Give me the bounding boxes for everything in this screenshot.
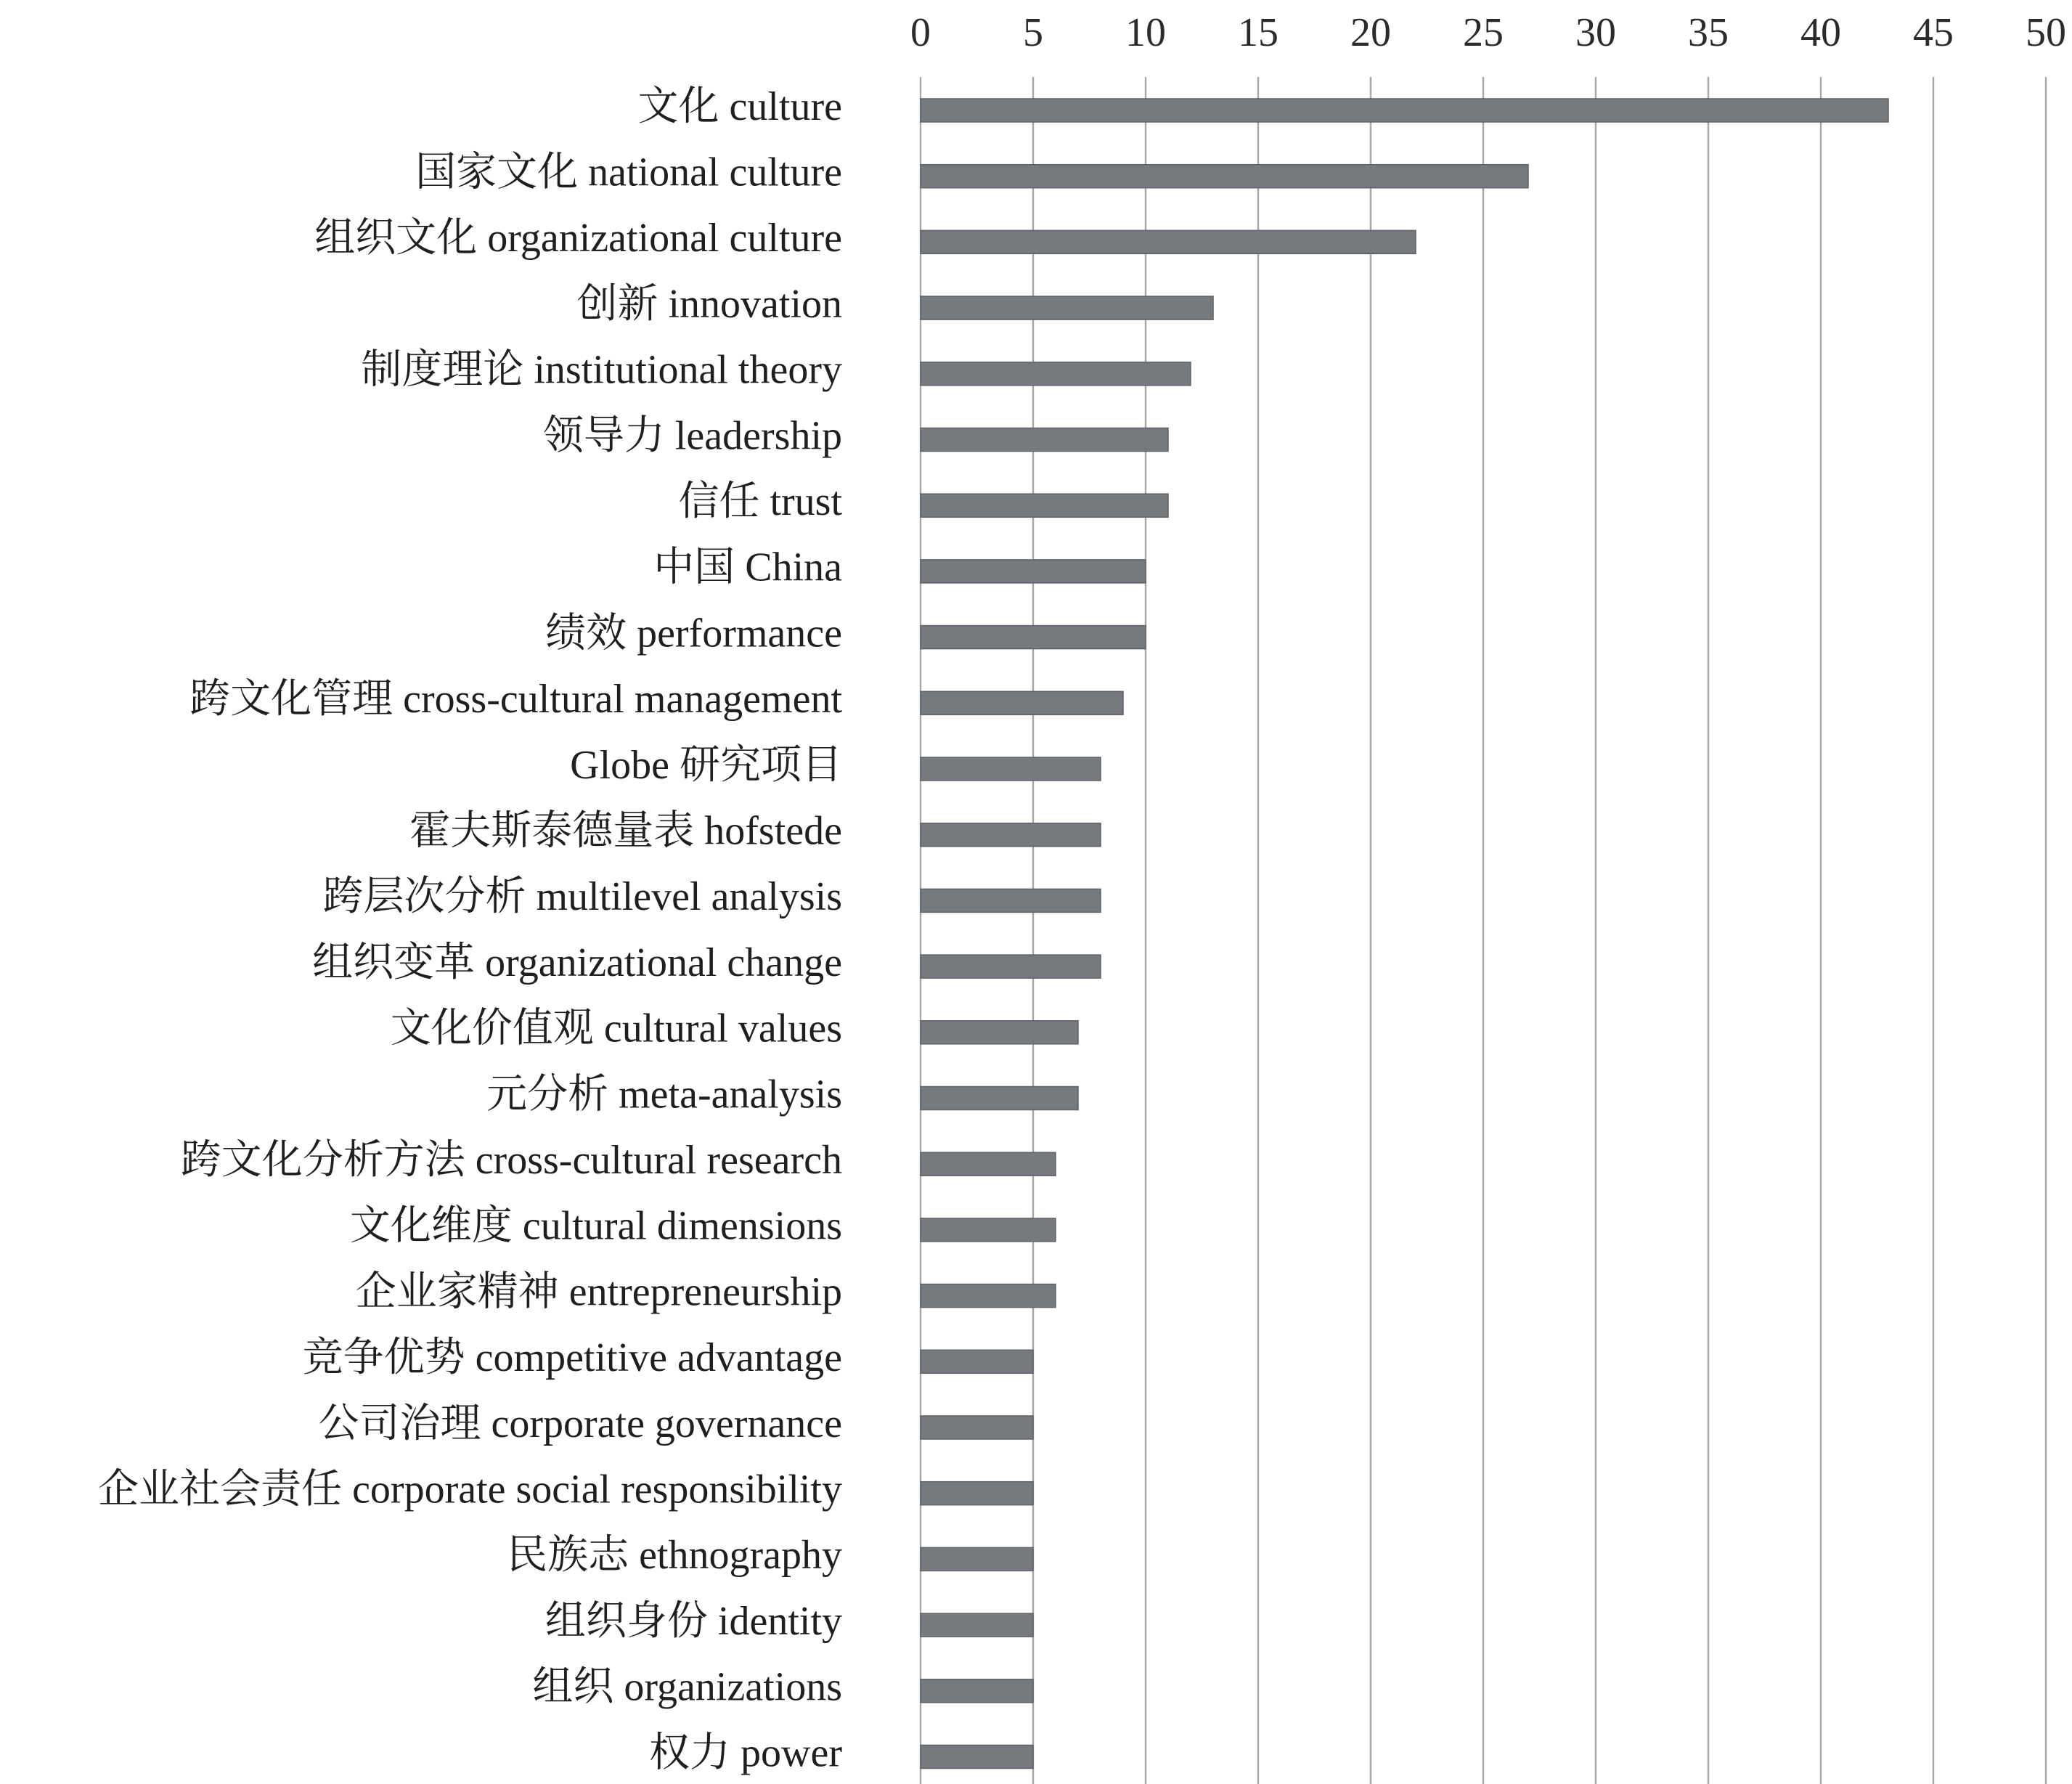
category-label: 跨文化管理 cross-cultural management — [189, 677, 842, 722]
category-label: 绩效 performance — [545, 611, 842, 656]
category-label: 文化价值观 cultural values — [390, 1006, 842, 1051]
x-tick-label: 45 — [1913, 9, 1954, 55]
bar — [921, 1350, 1033, 1373]
bar — [921, 1284, 1056, 1308]
bar — [921, 494, 1168, 517]
bar — [921, 165, 1528, 188]
category-label: 组织 organizations — [532, 1664, 842, 1710]
category-label: 国家文化 national culture — [415, 150, 842, 195]
bar — [921, 1482, 1033, 1505]
bar — [921, 757, 1101, 781]
bar — [921, 1152, 1056, 1176]
x-axis-ticks — [910, 10, 2066, 55]
bar — [921, 99, 1888, 122]
bar — [921, 230, 1416, 253]
bar — [921, 296, 1213, 319]
bar — [921, 1613, 1033, 1637]
bar — [921, 1746, 1033, 1769]
bar — [921, 691, 1123, 714]
x-tick-label: 25 — [1463, 9, 1504, 55]
x-tick-label: 20 — [1350, 9, 1391, 55]
bar — [921, 1218, 1056, 1242]
category-labels — [98, 84, 842, 1776]
category-label: 竞争优势 competitive advantage — [302, 1335, 842, 1381]
x-tick-label: 0 — [910, 9, 931, 55]
category-label: 企业社会责任 corporate social responsibility — [98, 1467, 842, 1512]
bar — [921, 955, 1101, 978]
x-tick-label: 40 — [1800, 9, 1841, 55]
category-label: 元分析 meta-analysis — [486, 1072, 842, 1117]
category-label: 领导力 leadership — [542, 413, 842, 459]
category-label: 企业家精神 entrepreneurship — [355, 1269, 842, 1315]
category-label: 组织文化 organizational culture — [314, 216, 842, 261]
x-tick-label: 5 — [1023, 9, 1043, 55]
category-label: 信任 trust — [678, 479, 842, 525]
category-label: 中国 China — [653, 545, 842, 590]
bar — [921, 1679, 1033, 1703]
x-tick-label: 35 — [1688, 9, 1729, 55]
bar — [921, 1087, 1078, 1110]
category-label: 文化 culture — [637, 84, 842, 129]
category-label: 霍夫斯泰德量表 hofstede — [409, 808, 842, 854]
bar — [921, 1416, 1033, 1439]
category-label: 创新 innovation — [576, 281, 842, 327]
bar — [921, 823, 1101, 847]
bar — [921, 428, 1168, 452]
category-label: 跨层次分析 multilevel analysis — [322, 874, 842, 920]
category-label: 公司治理 corporate governance — [318, 1401, 842, 1446]
x-tick-label: 50 — [2026, 9, 2066, 55]
category-label: 民族志 ethnography — [507, 1533, 842, 1579]
category-label: 跨文化分析方法 cross-cultural research — [180, 1138, 842, 1184]
category-label: 组织身份 identity — [544, 1598, 842, 1644]
x-tick-label: 10 — [1125, 9, 1166, 55]
bar — [921, 889, 1101, 912]
x-tick-label: 30 — [1575, 9, 1616, 55]
x-tick-label: 15 — [1238, 9, 1278, 55]
category-label: Globe 研究项目 — [570, 742, 842, 788]
bar — [921, 1547, 1033, 1571]
category-label: 制度理论 institutional theory — [361, 347, 842, 393]
bar — [921, 1021, 1078, 1044]
bars — [921, 99, 1888, 1769]
gridlines — [921, 77, 2046, 1784]
bar — [921, 560, 1146, 583]
bar — [921, 362, 1191, 386]
category-label: 文化维度 cultural dimensions — [349, 1203, 842, 1249]
category-label: 组织变革 organizational change — [312, 940, 842, 985]
category-label: 权力 power — [649, 1730, 842, 1776]
bar — [921, 626, 1146, 649]
